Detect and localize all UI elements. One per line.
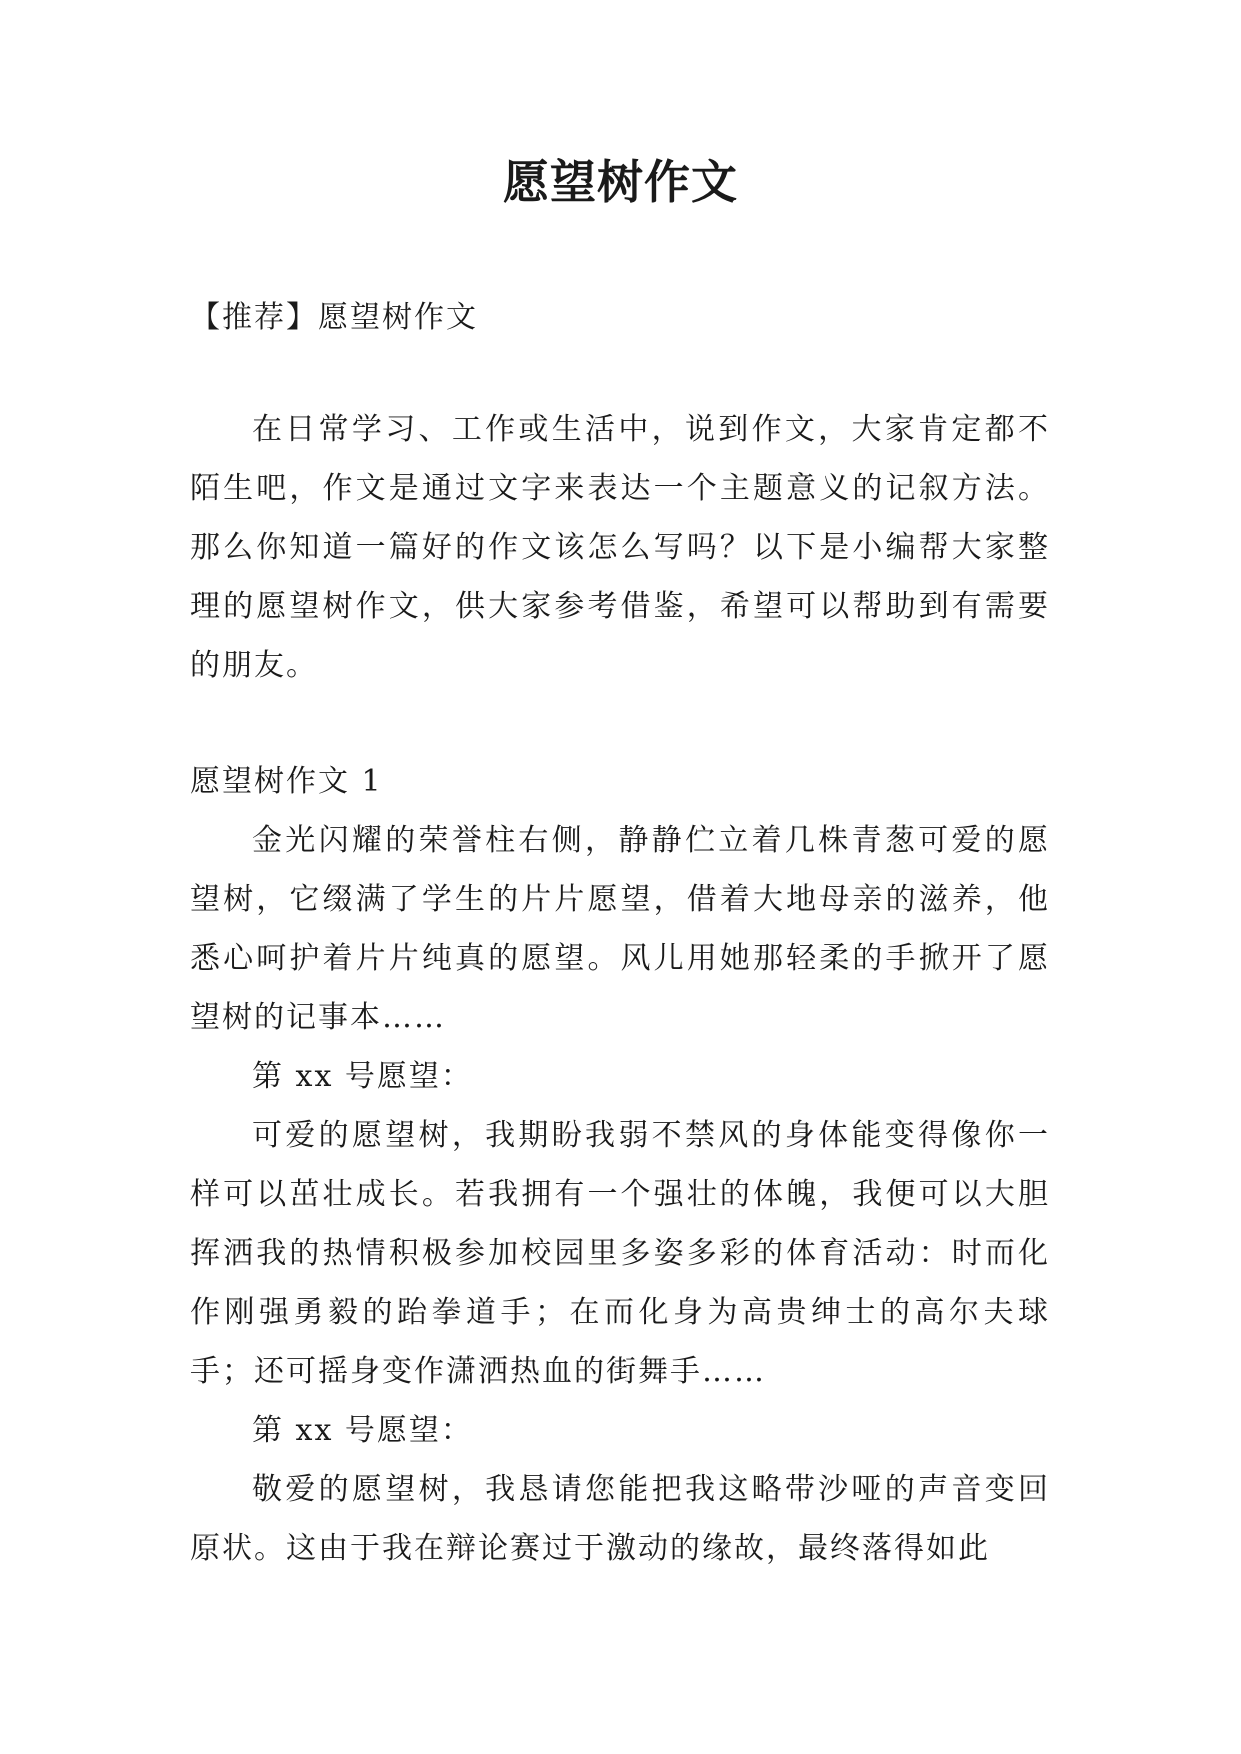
essay-paragraph: 可爱的愿望树，我期盼我弱不禁风的身体能变得像你一样可以茁壮成长。若我拥有一个强壮的体魄，我便可以大胆挥洒我的热情积极参加校园里多姿多彩的体育活动：时而化作刚强勇毅的跆拳道手；在而化身为高贵绅士的高尔夫球手；还可摇身变作潇洒热血的街舞手…… — [190, 1118, 1050, 1389]
recommend-line: 【推荐】愿望树作文 — [190, 300, 478, 335]
wish-heading: 第 xx 号愿望： — [252, 1059, 473, 1094]
essay-paragraph: 金光闪耀的荣誉柱右侧，静静伫立着几株青葱可爱的愿望树，它缀满了学生的片片愿望，借着大地母亲的滋养，他悉心呵护着片片纯真的愿望。风儿用她那轻柔的手掀开了愿望树的记事本…… — [190, 823, 1050, 1035]
essay-section — [190, 752, 1050, 1578]
section-heading: 愿望树作文 1 — [190, 764, 383, 799]
intro-paragraph: 在日常学习、工作或生活中，说到作文，大家肯定都不陌生吧，作文是通过文字来表达一个主题意义的记叙方法。那么你知道一篇好的作文该怎么写吗？以下是小编帮大家整理的愿望树作文，供大家参考借鉴，希望可以帮助到有需要的朋友。 — [190, 412, 1050, 683]
essay-paragraph: 敬爱的愿望树，我恳请您能把我这略带沙哑的声音变回原状。这由于我在辩论赛过于激动的缘故，最终落得如此 — [190, 1472, 1050, 1566]
document-title: 愿望树作文 — [503, 155, 738, 209]
intro-block — [190, 400, 1050, 695]
wish-heading: 第 xx 号愿望： — [252, 1413, 473, 1448]
